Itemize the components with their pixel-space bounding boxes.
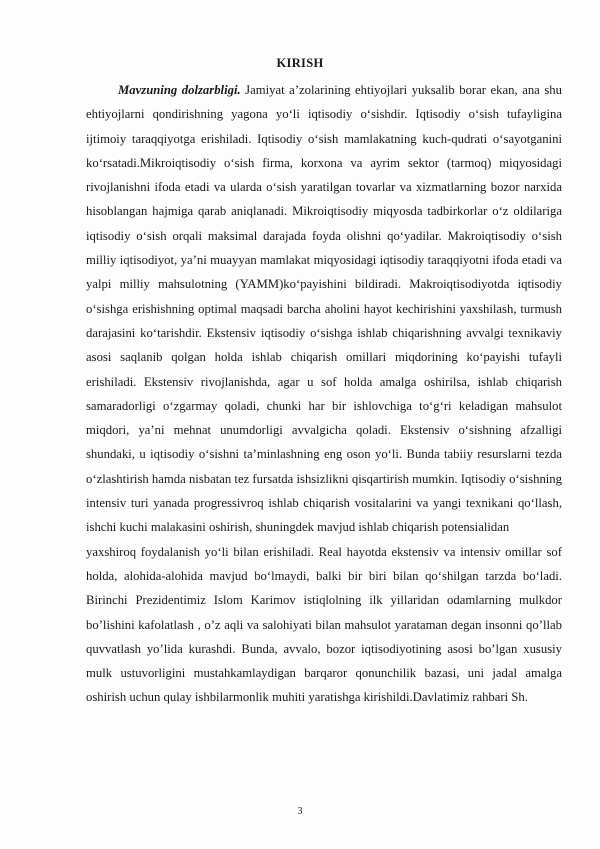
page-number: 3 [297,806,303,817]
section-title: KIRISH [276,56,324,70]
lead-phrase: Mavzuning dolzarbligi. [118,83,241,97]
paragraph-1-text: Jamiyat a’zolarining ehtiyojlari yuksalib borar ekan, ana shu ehtiyojlarni qondirishning yagona yo‘li iqtisodiy o‘sishdir. Iqtisodiy o‘sish tufayligina ijtimoiy taraqqiyotga erishiladi. Iqtisodiy o‘sish mamlakatning kuch-qudrati o‘sayotganini ko‘rsatadi.Mikroiqtisodiy o‘sish firma, korxona va ayrim sektor (tarmoq) miqyosidagi rivojlanishni ifoda etadi va ularda o‘sish yaratilgan tovarlar va xizmatlarning bozor narxida hisoblangan hajmiga qarab aniqlanadi. Mikroiqtisodiy miqyosda tadbirkorlar o‘z oldilariga iqtisodiy o‘sish orqali maksimal darajada foyda olishni qo‘yadilar. Makroiqtisodiy o‘sish milliy iqtisodiyot, ya’ni muayyan mamlakat miqyosidagi iqtisodiy taraqqiyotni ifoda etadi va yalpi milliy mahsulotning (YAMM)ko‘payishini bildiradi. Makroiqtisodiyotda iqtisodiy o‘sishga erishishning optimal maqsadi barcha aholini hayot kechirishini yaxshilash, turmush darajasini ko‘tarishdir. Ekstensiv iqtisodiy o‘sishga ishlab chiqarishning avvalgi texnikaviy asosi saqlanib qolgan holda ishlab chiqarish omillari miqdorining ko‘payishi tufayli erishiladi. Ekstensiv rivojlanishda, agar u sof holda amalga oshirilsa, ishlab chiqarish samaradorligi o‘zgarmay qoladi, chunki har bir ishlovchiga to‘g‘ri keladigan mahsulot miqdori, ya’ni mehnat unumdorligi avvalgicha qoladi. Ekstensiv o‘sishning afzalligi shundaki, u iqtisodiy o‘sishni ta’minlashning eng oson yo‘li. Bunda tabiiy resurslarni tezda o‘zlashtirish hamda nisbatan tez fursatda ishsizlikni qisqartirish mumkin. Iqtisodiy o‘sishning intensiv turi yanada progressivroq ishlab chiqarish vositalarini va yangi texnikani qo‘llash, ishchi kuchi malakasini oshirish, shuningdek mavjud ishlab chiqarish potensialidan [86,83,562,535]
paragraph-continuation: yaxshiroq foydalanish yo‘li bilan erishiladi. Real hayotda ekstensiv va intensiv omillar sof holda, alohida-alohida mavjud bo‘lmaydi, balki bir biri bilan qo‘shilgan tarzda bo‘ladi. Birinchi Prezidentimiz Islom Karimov istiqlolning ilk yillaridan odamlarning mulkdor bo’lishini kafolatlash , o’z aqli va salohiyati bilan mahsulot yarataman degan insonni qo’llab quvvatlash yo’lida kurashdi. Bunda, avvalo, bozor iqtisodiyotining asosi bo’lgan xususiy mulk ustuvorligini mustahkamlaydigan barqaror qonunchilik bazasi, uni jadal amalga oshirish uchun qulay ishbilarmonlik muhiti yaratishga kirishildi.Davlatimiz rahbari Sh. [86,544,562,705]
paragraph-relevance [86,78,562,540]
body-text [86,78,562,710]
